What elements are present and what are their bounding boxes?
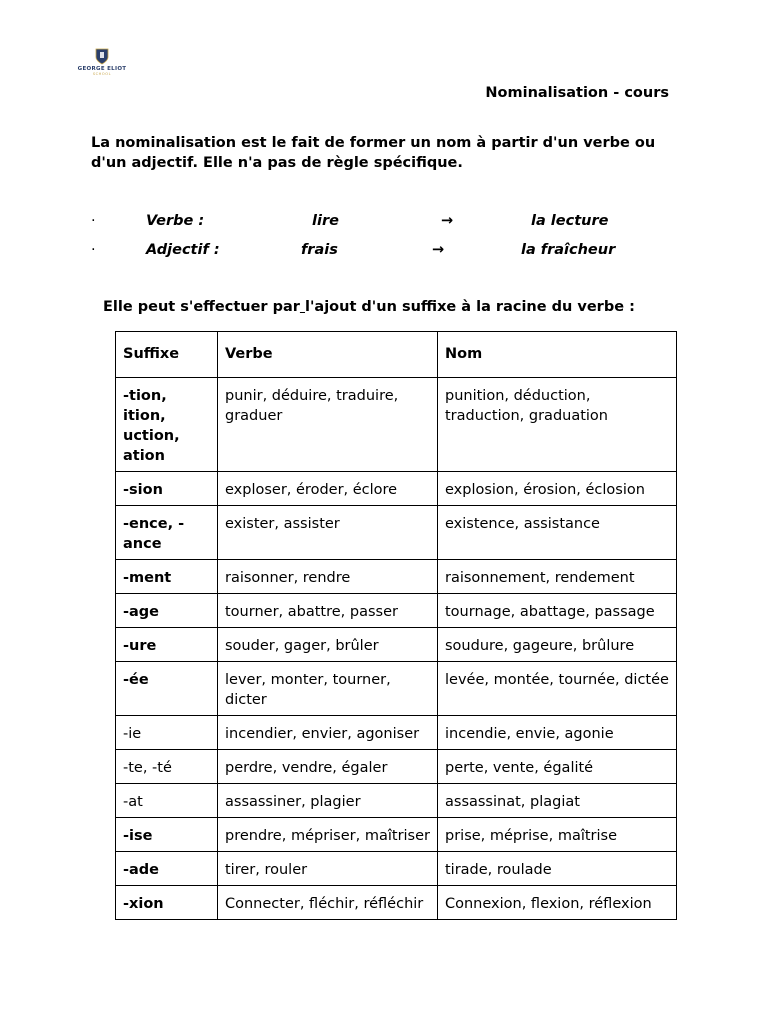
cell-verbe: lever, monter, tourner, dicter xyxy=(218,662,438,716)
cell-nom: prise, méprise, maîtrise xyxy=(438,818,677,852)
cell-suffixe: -sion xyxy=(116,472,218,506)
example-word: frais xyxy=(301,242,338,258)
cell-suffixe: -xion xyxy=(116,886,218,920)
cell-suffixe: -te, -té xyxy=(116,750,218,784)
cell-verbe: perdre, vendre, égaler xyxy=(218,750,438,784)
suffix-table xyxy=(115,331,677,920)
bullet: · xyxy=(91,242,96,258)
cell-suffixe: -ence, -ance xyxy=(116,506,218,560)
cell-suffixe: -tion, ition, uction, ation xyxy=(116,378,218,472)
example-label: Verbe : xyxy=(146,213,205,229)
bullet: · xyxy=(91,213,96,229)
cell-nom: soudure, gageure, brûlure xyxy=(438,628,677,662)
cell-nom: incendie, envie, agonie xyxy=(438,716,677,750)
cell-verbe: prendre, mépriser, maîtriser xyxy=(218,818,438,852)
cell-suffixe: -age xyxy=(116,594,218,628)
arrow-icon: → xyxy=(432,242,445,258)
table-row xyxy=(116,750,677,784)
cell-verbe: incendier, envier, agoniser xyxy=(218,716,438,750)
section-subtitle xyxy=(103,299,635,315)
subtitle-after: l'ajout d'un suffixe à la racine du verbe : xyxy=(305,299,635,315)
header-verbe: Verbe xyxy=(218,332,438,378)
cell-verbe: tourner, abattre, passer xyxy=(218,594,438,628)
table-row xyxy=(116,784,677,818)
cell-suffixe: -at xyxy=(116,784,218,818)
logo-sub: SCHOOL xyxy=(92,72,112,76)
table-row xyxy=(116,628,677,662)
table-row xyxy=(116,716,677,750)
school-logo xyxy=(62,48,142,90)
cell-nom: punition, déduction, traduction, graduation xyxy=(438,378,677,472)
example-label: Adjectif : xyxy=(146,242,220,258)
cell-verbe: raisonner, rendre xyxy=(218,560,438,594)
cell-nom: tournage, abattage, passage xyxy=(438,594,677,628)
cell-nom: perte, vente, égalité xyxy=(438,750,677,784)
example-result: la lecture xyxy=(531,213,609,229)
table-row xyxy=(116,818,677,852)
table-row xyxy=(116,378,677,472)
page-title: Nominalisation - cours xyxy=(485,85,669,101)
table-row xyxy=(116,472,677,506)
example-verbe xyxy=(91,213,691,233)
logo-name: GEORGE ELIOT xyxy=(77,66,127,72)
cell-nom: explosion, érosion, éclosion xyxy=(438,472,677,506)
table-row xyxy=(116,852,677,886)
cell-verbe: souder, gager, brûler xyxy=(218,628,438,662)
cell-verbe: assassiner, plagier xyxy=(218,784,438,818)
header-nom: Nom xyxy=(438,332,677,378)
example-result: la fraîcheur xyxy=(521,242,616,258)
cell-verbe: exploser, éroder, éclore xyxy=(218,472,438,506)
cell-nom: tirade, roulade xyxy=(438,852,677,886)
cell-nom: levée, montée, tournée, dictée xyxy=(438,662,677,716)
table-row xyxy=(116,886,677,920)
example-word: lire xyxy=(312,213,339,229)
cell-nom: Connexion, flexion, réflexion xyxy=(438,886,677,920)
table-row xyxy=(116,594,677,628)
cell-suffixe: -ise xyxy=(116,818,218,852)
cell-verbe: punir, déduire, traduire, graduer xyxy=(218,378,438,472)
example-adjectif xyxy=(91,242,691,262)
subtitle-before: Elle peut s'effectuer par xyxy=(103,299,300,315)
table-row xyxy=(116,506,677,560)
table-row xyxy=(116,560,677,594)
table-row xyxy=(116,662,677,716)
table-header-row xyxy=(116,332,677,378)
cell-suffixe: -ure xyxy=(116,628,218,662)
cell-suffixe: -ie xyxy=(116,716,218,750)
cell-nom: existence, assistance xyxy=(438,506,677,560)
cell-verbe: tirer, rouler xyxy=(218,852,438,886)
cell-suffixe: -ade xyxy=(116,852,218,886)
cell-nom: raisonnement, rendement xyxy=(438,560,677,594)
cell-verbe: Connecter, fléchir, réfléchir xyxy=(218,886,438,920)
cell-suffixe: -ment xyxy=(116,560,218,594)
arrow-icon: → xyxy=(441,213,454,229)
intro-paragraph: La nominalisation est le fait de former un nom à partir d'un verbe ou d'un adjectif. Elle n'a pas de règle spécifique. xyxy=(91,135,656,171)
shield-icon xyxy=(95,48,109,65)
header-suffixe: Suffixe xyxy=(116,332,218,378)
cell-nom: assassinat, plagiat xyxy=(438,784,677,818)
cell-verbe: exister, assister xyxy=(218,506,438,560)
cell-suffixe: -ée xyxy=(116,662,218,716)
